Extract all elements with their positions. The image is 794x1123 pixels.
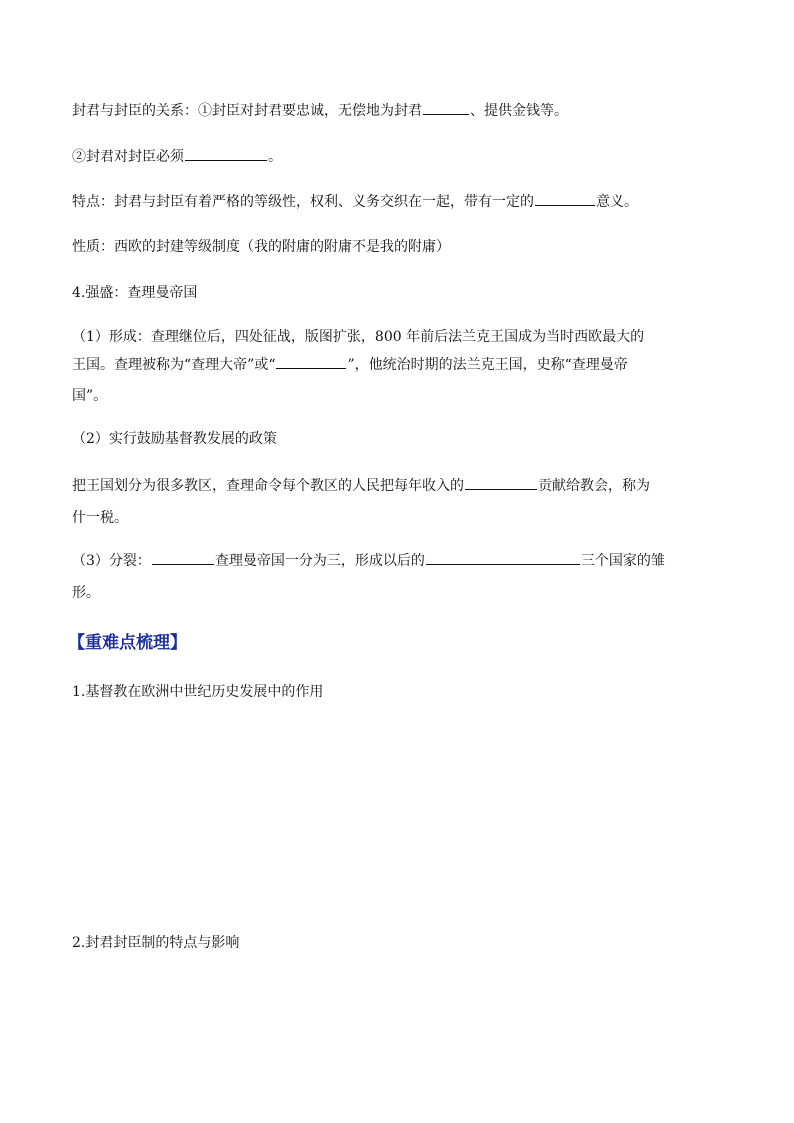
text: 三个国家的雏 — [580, 553, 665, 569]
text: 王国。查理被称为“查理大帝”或“ — [72, 357, 276, 373]
fill-blank[interactable] — [426, 550, 580, 565]
text: 、提供金钱等。 — [470, 103, 568, 119]
question-2: 2.封君封臣制的特点与影响 — [72, 935, 240, 951]
feature-line — [72, 191, 732, 213]
section-4-title — [72, 282, 732, 304]
fill-blank[interactable] — [423, 100, 469, 115]
section-heading: 【重难点梳理】 — [68, 633, 187, 653]
fill-blank[interactable] — [535, 191, 595, 206]
fill-blank[interactable] — [185, 146, 267, 161]
text: 国”。 — [72, 388, 108, 404]
text: ②封君对封臣必须 — [72, 149, 184, 165]
division-line-2 — [72, 582, 732, 604]
division-line-1 — [72, 550, 732, 572]
text: 。 — [268, 149, 282, 165]
text: 特点：封君与封臣有着严格的等级性，权利、义务交织在一起，带有一定的 — [72, 194, 534, 210]
text: ”，他统治时期的法兰克王国，史称“查理曼帝 — [347, 357, 628, 373]
text: （2）实行鼓励基督教发展的政策 — [72, 431, 277, 447]
question-1: 1.基督教在欧洲中世纪历史发展中的作用 — [72, 684, 324, 700]
text: （1）形成：查理继位后，四处征战，版图扩张，800 年前后法兰克王国成为当时西欧最大的 — [72, 329, 645, 345]
text: 意义。 — [596, 194, 638, 210]
fill-blank[interactable] — [465, 475, 537, 490]
text: 什一税。 — [72, 510, 128, 526]
text: （3）分裂： — [72, 553, 151, 569]
text: 形。 — [72, 585, 100, 601]
formation-line-1 — [72, 326, 732, 348]
nature-line — [72, 236, 732, 258]
tithe-line-2 — [72, 507, 732, 529]
formation-line-3 — [72, 385, 732, 407]
text: 把王国划分为很多教区，查理命令每个教区的人民把每年收入的 — [72, 478, 464, 494]
text: 查理曼帝国一分为三，形成以后的 — [214, 553, 425, 569]
fill-blank[interactable] — [152, 550, 214, 565]
relation-line-1 — [72, 100, 732, 122]
text: 性质：西欧的封建等级制度（我的附庸的附庸不是我的附庸） — [72, 239, 450, 255]
tithe-line-1 — [72, 475, 732, 497]
text: 贡献给教会，称为 — [538, 478, 650, 494]
fill-blank[interactable] — [276, 354, 346, 369]
text: 4.强盛：查理曼帝国 — [72, 285, 198, 301]
text: 封君与封臣的关系：①封臣对封君要忠诚，无偿地为封君 — [72, 103, 422, 119]
policy-title — [72, 428, 732, 450]
relation-line-2 — [72, 146, 732, 168]
formation-line-2 — [72, 354, 732, 376]
